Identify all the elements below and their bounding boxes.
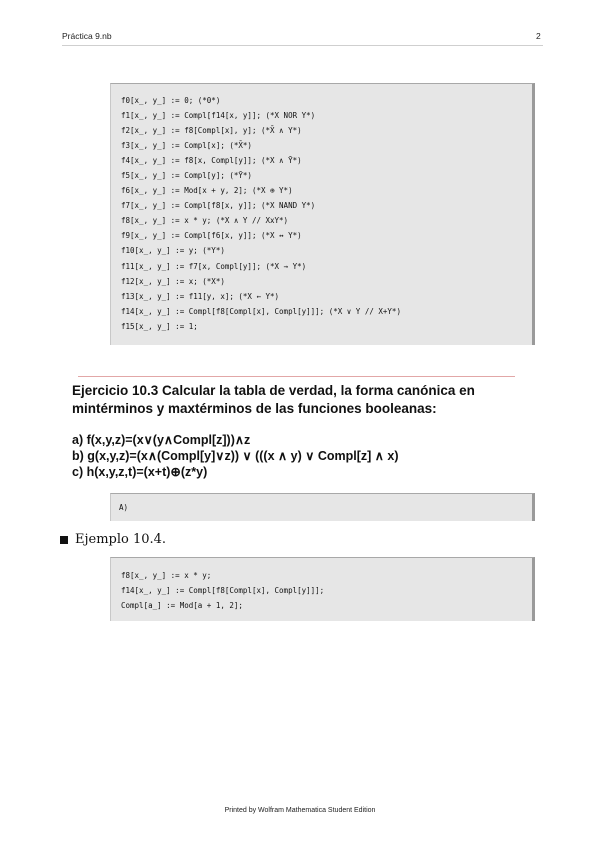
formula-b: b) g(x,y,z)=(x∧(Compl[y]∨z)) ∨ (((x ∧ y) ∨ Compl[z] ∧ x) [72, 449, 399, 463]
code-line: f4[x_, y_] := f8[x, Compl[y]]; (*X ∧ Ȳ*) [121, 156, 302, 166]
code-line: f7[x_, y_] := Compl[f8[x, y]]; (*X NAND Y*) [121, 201, 316, 211]
exercise-formulas [72, 432, 399, 480]
square-bullet-icon [60, 536, 68, 544]
page-footer: Printed by Wolfram Mathematica Student Edition [224, 807, 376, 814]
page-header [0, 0, 600, 46]
page-number: 2 [536, 31, 541, 41]
input-cell-answer[interactable] [110, 493, 535, 521]
code-line: f8[x_, y_] := x * y; [121, 571, 212, 580]
header-rule [62, 45, 543, 46]
code-line: f5[x_, y_] := Compl[y]; (*Ȳ*) [121, 171, 252, 181]
input-cell-definitions[interactable] [110, 83, 535, 345]
code-lines [121, 93, 401, 334]
code-line: f11[x_, y_] := f7[x, Compl[y]]; (*X → Y*) [121, 261, 307, 271]
code-line: f1[x_, y_] := Compl[f14[x, y]]; (*X NOR Y*) [121, 111, 316, 121]
answer-cell-text: A) [119, 503, 129, 512]
code-line: f12[x_, y_] := x; (*X*) [121, 276, 225, 286]
section-divider [78, 376, 515, 377]
code-line: f2[x_, y_] := f8[Compl[x], y]; (*X̄ ∧ Y*) [121, 126, 302, 136]
code-line: f14[x_, y_] := Compl[f8[Compl[x], Compl[y]]]; [121, 586, 325, 595]
formula-c: c) h(x,y,z,t)=(x+t)⊕(z*y) [72, 465, 208, 479]
code-line: f14[x_, y_] := Compl[f8[Compl[x], Compl[y]]]; (*X ∨ Y // X+Y*) [121, 306, 401, 316]
section-title: Ejemplo 10.4. [75, 532, 167, 547]
code-line: f8[x_, y_] := x * y; (*X ∧ Y // XxY*) [121, 216, 289, 226]
section-heading [60, 532, 166, 547]
code-line: f6[x_, y_] := Mod[x + y, 2]; (*X ⊕ Y*) [121, 186, 293, 196]
notebook-title: Práctica 9.nb [62, 31, 112, 41]
code-line: f15[x_, y_] := 1; [121, 321, 198, 331]
exercise-title: Ejercicio 10.3 Calcular la tabla de verdad, la forma canónica en mintérminos y maxtérminos de las funciones booleanas: [72, 383, 475, 416]
code-line: Compl[a_] := Mod[a + 1, 2]; [121, 601, 243, 610]
input-cell-example[interactable] [110, 557, 535, 621]
code-line: f3[x_, y_] := Compl[x]; (*X̄*) [121, 141, 252, 151]
code-line: f10[x_, y_] := y; (*Y*) [121, 246, 225, 256]
code-line: f0[x_, y_] := 0; (*0*) [121, 96, 221, 105]
code-lines [121, 568, 324, 613]
code-line: f9[x_, y_] := Compl[f6[x, y]]; (*X ↔ Y*) [121, 231, 302, 241]
formula-a: a) f(x,y,z)=(x∨(y∧Compl[z]))∧z [72, 433, 251, 447]
code-line: f13[x_, y_] := f11[y, x]; (*X ← Y*) [121, 291, 280, 301]
